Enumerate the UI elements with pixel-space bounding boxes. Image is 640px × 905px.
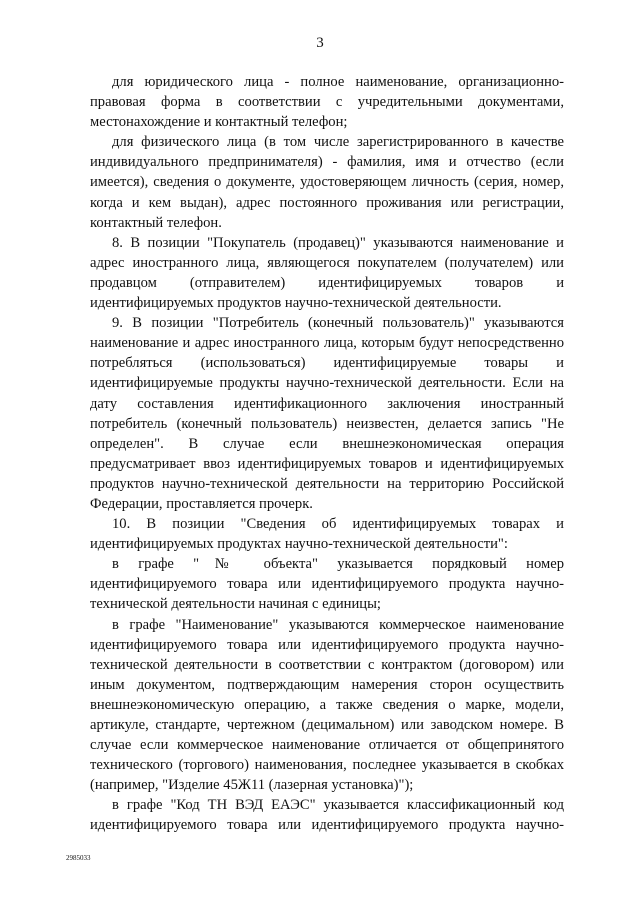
paragraph-item-10-goods-info: 10. В позиции "Сведения об идентифицируемых товарах и идентифицируемых продуктах научно-технической деятельности":: [90, 516, 564, 553]
paragraph-legal-entity: для юридического лица - полное наименование, организационно-правовая форма в соответствии с учредительными документами, местонахождение и контактный телефон;: [90, 74, 564, 131]
paragraph-item-8-buyer: 8. В позиции "Покупатель (продавец)" указываются наименование и адрес иностранного лица, являющегося покупателем (получателем) или продавцом (отправителем) идентифицируемых товаров и идентифицируемых продуктов научно-технической деятельности.: [90, 234, 564, 312]
paragraph-item-9-end-user: 9. В позиции "Потребитель (конечный пользователь)" указываются наименование и адрес иностранного лица, которым будут непосредственно потребляться (использоваться) идентифицируемые товары и идентифицируемые продукты научно-технической деятельности. Если на дату составления идентификационного заключения иностранный потребитель (конечный пользователь) неизвестен, делается запись "Не определен". В случае если внешнеэкономическая операция предусматривает ввоз идентифицируемых товаров и идентифицируемых продуктов научно-технической деятельности на территорию Российской Федерации, проставляется прочерк.: [90, 315, 564, 512]
page-number: 3: [316, 35, 324, 51]
document-id: 2985033: [66, 854, 91, 862]
paragraph-name-column: в графе "Наименование" указываются коммерческое наименование идентифицируемого товара или идентифицируемого продукта научно-технической деятельности в соответствии с контрактом (договором) или иным документом, подтверждающим намерения сторон осуществить внешнеэкономическую операцию, а также сведения о марке, модели, артикуле, стандарте, чертежном (децимальном) или заводском номере. В случае если коммерческое наименование отличается от общепринятого технического (торгового) наименования, последнее указывается в скобках (например, "Изделие 45Ж11 (лазерная установка)");: [90, 616, 564, 794]
paragraph-tn-ved-code: в графе "Код ТН ВЭД ЕАЭС" указывается классификационный код идентифицируемого товара или идентифицируемого продукта научно-: [90, 797, 564, 834]
paragraph-individual: для физического лица (в том числе зарегистрированного в качестве индивидуального предпринимателя) - фамилия, имя и отчество (если имеется), сведения о документе, удостоверяющем личность (серия, номер, когда и кем выдан), адрес постоянного проживания или регистрации, контактный телефон.: [90, 134, 564, 231]
document-body: [90, 72, 564, 836]
paragraph-object-number: в графе "№ объекта" указывается порядковый номер идентифицируемого товара или идентифицируемого продукта научно-технической деятельности начиная с единицы;: [90, 556, 564, 613]
